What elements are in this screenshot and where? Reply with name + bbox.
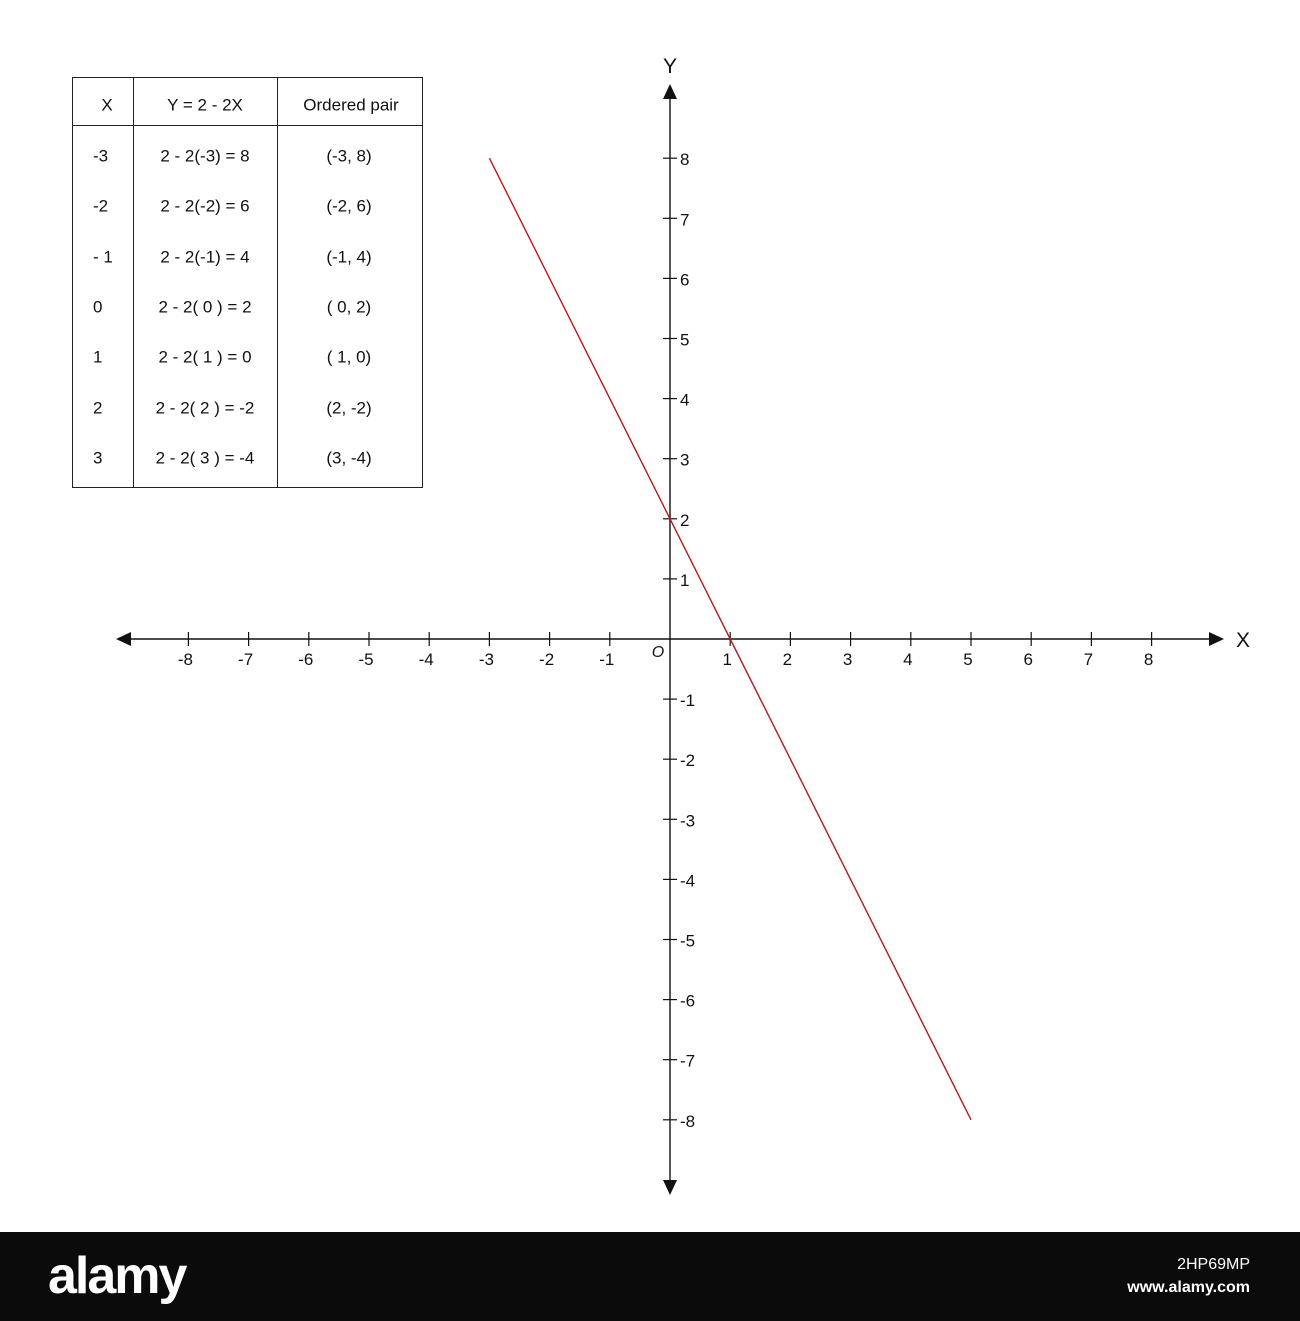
x-tick-label: -1 — [599, 650, 615, 669]
origin-label: O — [651, 644, 665, 661]
y-tick-label: 6 — [680, 270, 690, 290]
table-cell-equation: 2 - 2(-3) = 8 — [160, 146, 250, 166]
table-cell-pair: ( 1, 0) — [326, 347, 372, 367]
table-cell-pair: (-3, 8) — [326, 146, 372, 166]
table-cell-pair: (-2, 6) — [326, 196, 372, 216]
table-cell-pair: (3, -4) — [326, 448, 372, 468]
y-tick-label: 4 — [680, 390, 690, 410]
value-table — [72, 77, 423, 488]
x-tick-label: -4 — [418, 650, 434, 669]
table-header-x: X — [101, 95, 113, 115]
x-axis-arrow-left — [116, 632, 131, 646]
y-tick-label: 5 — [680, 330, 690, 350]
x-tick-label: 5 — [963, 650, 973, 669]
y-tick-label: 2 — [680, 510, 690, 530]
y-axis-arrow-up — [663, 84, 677, 99]
x-tick-label: 2 — [782, 650, 793, 669]
x-tick-label: 4 — [903, 650, 913, 669]
table-cell-x: -3 — [93, 146, 109, 166]
y-tick-label: -1 — [680, 691, 696, 711]
x-tick-label: -6 — [298, 650, 314, 669]
y-tick-label: -5 — [680, 931, 696, 951]
footer-url: www.alamy.com — [1127, 1279, 1250, 1296]
x-tick-label: -7 — [238, 650, 254, 669]
table-divider — [277, 78, 278, 487]
table-cell-x: 2 — [93, 398, 103, 417]
x-tick-label: 8 — [1143, 650, 1154, 669]
watermark-footer — [0, 1232, 1300, 1321]
table-cell-equation: 2 - 2( 2 ) = -2 — [155, 398, 255, 417]
x-tick-label: -8 — [177, 650, 193, 669]
image-id: 2HP69MP — [1177, 1256, 1250, 1273]
table-cell-x: -2 — [93, 196, 109, 216]
table-cell-x: 3 — [93, 448, 103, 468]
table-cell-equation: 2 - 2( 0 ) = 2 — [158, 297, 252, 317]
x-tick-label: 1 — [722, 650, 732, 669]
table-cell-pair: ( 0, 2) — [326, 297, 372, 317]
table-divider — [133, 78, 134, 487]
table-cell-pair: (2, -2) — [326, 398, 372, 417]
x-tick-label: -2 — [539, 650, 555, 669]
alamy-logo: alamy — [48, 1247, 186, 1305]
table-cell-equation: 2 - 2( 1 ) = 0 — [158, 347, 252, 367]
table-cell-equation: 2 - 2( 3 ) = -4 — [155, 448, 255, 468]
table-header-ordered-pair: Ordered pair — [303, 95, 399, 115]
y-axis-arrow-down — [663, 1180, 677, 1195]
y-tick-label: 8 — [680, 150, 690, 170]
table-cell-x: - 1 — [93, 247, 113, 267]
y-tick-label: 1 — [680, 570, 690, 590]
table-cell-pair: (-1, 4) — [326, 247, 372, 267]
y-tick-label: -8 — [680, 1111, 696, 1131]
table-cell-equation: 2 - 2(-1) = 4 — [160, 247, 250, 267]
y-tick-label: -3 — [680, 811, 696, 831]
x-tick-label: -5 — [358, 650, 374, 669]
table-header-divider — [73, 125, 422, 126]
y-tick-label: -4 — [680, 871, 696, 891]
x-axis-arrow-right — [1209, 632, 1224, 646]
table-cell-equation: 2 - 2(-2) = 6 — [160, 196, 250, 216]
y-tick-label: 7 — [680, 210, 690, 230]
y-tick-label: -7 — [680, 1051, 696, 1071]
x-tick-label: -3 — [478, 650, 494, 669]
y-tick-label: -2 — [680, 751, 696, 771]
x-tick-label: 6 — [1023, 650, 1033, 669]
table-cell-x: 0 — [93, 297, 103, 317]
y-tick-label: -6 — [680, 991, 696, 1011]
y-axis-label: Y — [662, 55, 678, 78]
x-axis-label: X — [1236, 629, 1251, 652]
table-cell-x: 1 — [93, 347, 103, 367]
x-tick-label: 7 — [1083, 650, 1094, 669]
x-tick-label: 3 — [842, 650, 853, 669]
table-header-equation: Y = 2 - 2X — [167, 95, 243, 115]
y-tick-label: 3 — [680, 450, 690, 470]
